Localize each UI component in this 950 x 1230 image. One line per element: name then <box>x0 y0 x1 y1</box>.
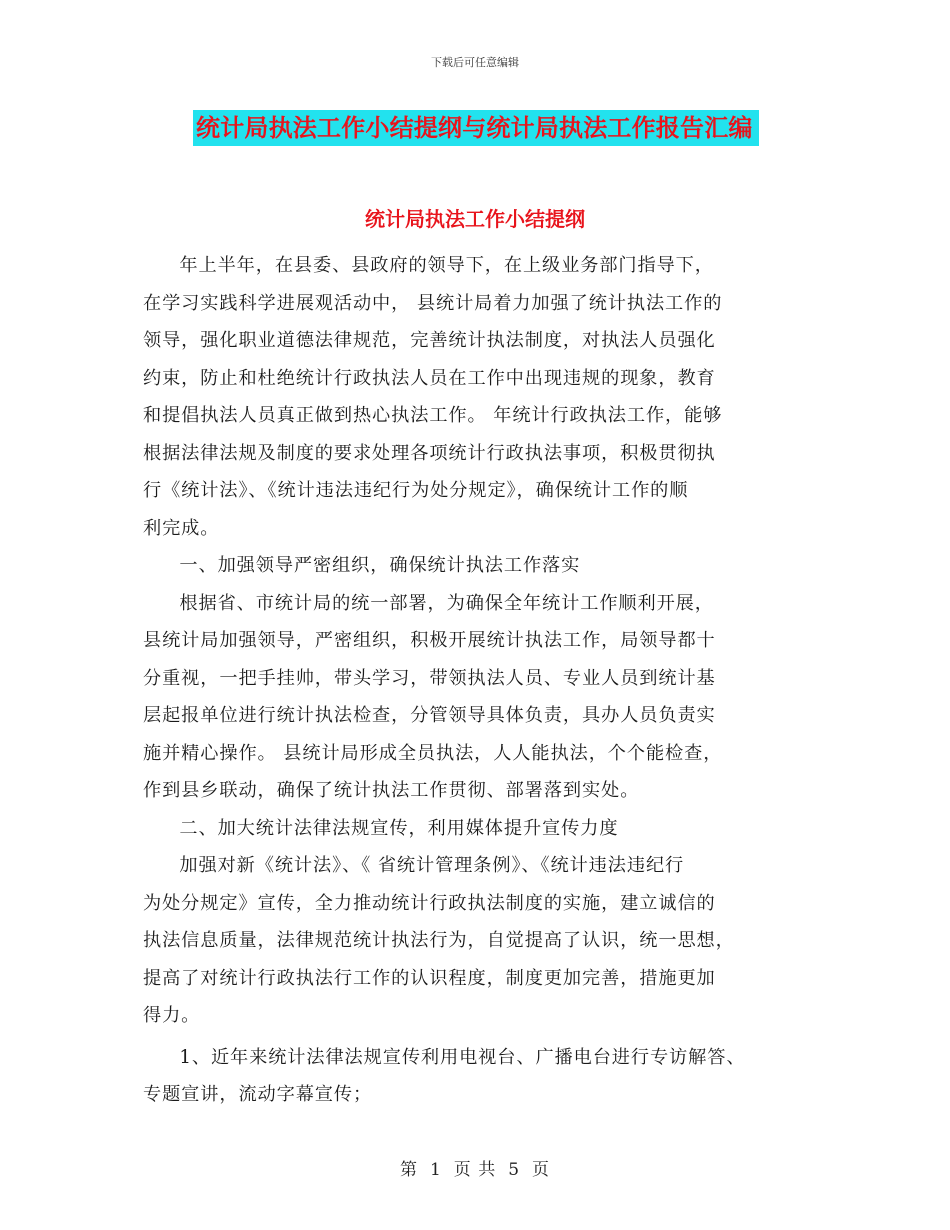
main-title: 统计局执法工作小结提纲与统计局执法工作报告汇编 <box>196 114 753 142</box>
text-line: 1、近年来统计法律法规宣传利用电视台、广播电台进行专访解答、 <box>179 1046 746 1068</box>
text-line: 在学习实践科学进展观活动中， 县统计局着力加强了统计执法工作的 <box>143 292 723 314</box>
paragraph <box>143 247 833 547</box>
page-suffix: 页 <box>532 1160 551 1180</box>
paragraph <box>143 847 833 1035</box>
text-line: 作到县乡联动，确保了统计执法工作贯彻、部署落到实处。 <box>143 780 640 801</box>
text-line: 行《统计法》、《统计违法违纪行为处分规定》，确保统计工作的顺 <box>143 480 689 501</box>
document-body <box>143 247 833 1114</box>
text-line: 加强对新《统计法》、《 省统计管理条例》、《统计违法违纪行 <box>179 855 685 876</box>
page-footer <box>0 1155 950 1180</box>
text-line: 分重视，一把手挂帅，带头学习，带领执法人员、专业人员到统计基 <box>143 667 716 689</box>
text-line: 提高了对统计行政执法行工作的认识程度，制度更加完善，措施更加 <box>143 967 716 989</box>
text-line: 二、加大统计法律法规宣传，利用媒体提升宣传力度 <box>179 817 619 839</box>
page-total: 5 <box>508 1160 521 1180</box>
section-heading <box>143 810 833 848</box>
main-title-highlight <box>193 110 759 146</box>
text-line: 根据省、市统计局的统一部署，为确保全年统计工作顺利开展， <box>179 592 714 614</box>
text-line: 领导，强化职业道德法律规范，完善统计执法制度，对执法人员强化 <box>143 330 716 351</box>
text-line: 层起报单位进行统计执法检查，分管领导具体负责，具办人员负责实 <box>143 705 716 726</box>
header-note: 下载后可任意编辑 <box>431 56 519 69</box>
text-line: 根据法律法规及制度的要求处理各项统计行政执法事项，积极贯彻执 <box>143 442 716 464</box>
page-prefix: 第 <box>399 1160 418 1180</box>
text-line: 一、加强领导严密组织，确保统计执法工作落实 <box>179 555 581 576</box>
text-line: 利完成。 <box>143 517 220 539</box>
section-heading <box>143 547 833 585</box>
text-line: 执法信息质量，法律规范统计执法行为，自觉提高了认识，统一思想， <box>143 930 735 951</box>
paragraph <box>143 1039 833 1114</box>
text-line: 为处分规定》宣传，全力推动统计行政执法制度的实施，建立诚信的 <box>143 892 716 914</box>
paragraph <box>143 585 833 810</box>
text-line: 施并精心操作。 县统计局形成全员执法，人人能执法，个个能检查， <box>143 742 723 764</box>
page-mid: 页 共 <box>453 1160 497 1180</box>
text-line: 和提倡执法人员真正做到热心执法工作。 年统计行政执法工作，能够 <box>143 405 723 426</box>
text-line: 县统计局加强领导，严密组织，积极开展统计执法工作，局领导都十 <box>143 630 716 651</box>
section-title: 统计局执法工作小结提纲 <box>365 207 585 231</box>
page-number: 1 <box>429 1160 442 1180</box>
text-line: 年上半年，在县委、县政府的领导下，在上级业务部门指导下， <box>179 255 714 276</box>
text-line: 得力。 <box>143 1005 201 1026</box>
text-line: 专题宣讲，流动字幕宣传； <box>143 1084 373 1105</box>
text-line: 约束，防止和杜绝统计行政执法人员在工作中出现违规的现象，教育 <box>143 367 716 389</box>
